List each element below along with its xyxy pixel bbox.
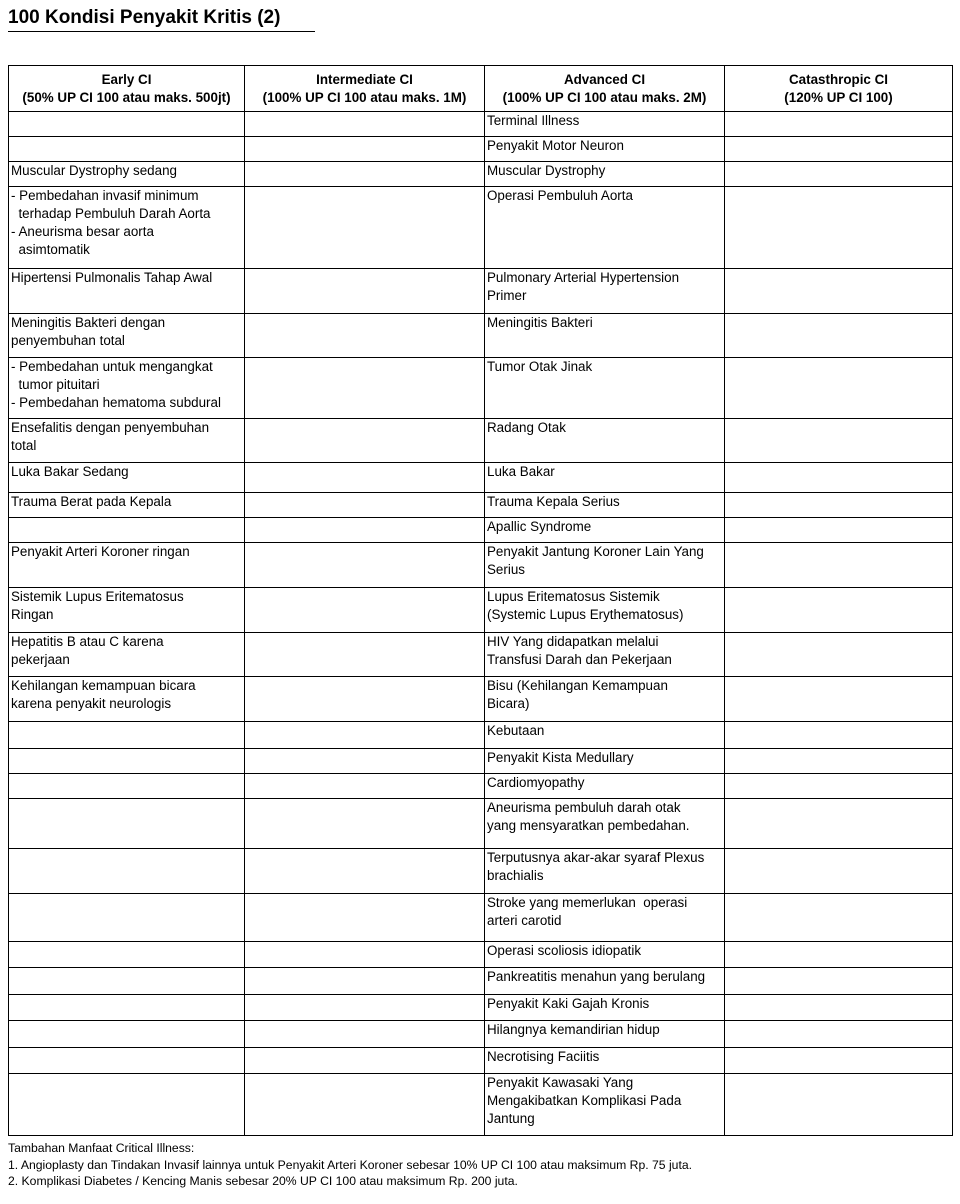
cell-catastrophic-ci	[725, 1048, 953, 1074]
cell-early-ci	[9, 995, 245, 1021]
table-body	[9, 112, 953, 1136]
table-row	[9, 1048, 953, 1074]
cell-catastrophic-ci	[725, 162, 953, 187]
cell-advanced-ci	[485, 137, 725, 162]
cell-early-ci	[9, 968, 245, 995]
cell-text-line: Pankreatitis menahun yang berulang	[487, 969, 706, 984]
cell-early-ci	[9, 112, 245, 137]
cell-intermediate-ci	[245, 112, 485, 137]
cell-text-line: Hepatitis B atau C karena	[11, 634, 164, 649]
table-row	[9, 722, 953, 749]
cell-intermediate-ci	[245, 314, 485, 358]
cell-catastrophic-ci	[725, 849, 953, 894]
cell-text-line: Lupus Eritematosus Sistemik	[487, 589, 660, 604]
table-row	[9, 677, 953, 722]
cell-intermediate-ci	[245, 187, 485, 269]
cell-text-line: total	[11, 438, 37, 453]
cell-text-line: Operasi scoliosis idiopatik	[487, 943, 642, 958]
cell-catastrophic-ci	[725, 1074, 953, 1136]
header-subtitle: (50% UP CI 100 atau maks. 500jt)	[22, 89, 231, 105]
cell-intermediate-ci	[245, 269, 485, 314]
cell-text-line: Penyakit Kawasaki Yang	[487, 1075, 634, 1090]
cell-intermediate-ci	[245, 518, 485, 543]
table-row	[9, 894, 953, 942]
cell-text-line: Bisu (Kehilangan Kemampuan	[487, 678, 668, 693]
cell-text-line: pekerjaan	[11, 652, 70, 667]
cell-advanced-ci	[485, 419, 725, 463]
cell-advanced-ci	[485, 112, 725, 137]
cell-advanced-ci	[485, 314, 725, 358]
header-title: Early CI	[101, 71, 152, 87]
cell-text-line: Terminal Illness	[487, 113, 580, 128]
cell-early-ci	[9, 1021, 245, 1048]
table-row	[9, 1074, 953, 1136]
cell-intermediate-ci	[245, 942, 485, 968]
cell-text-line: asimtomatik	[11, 242, 90, 257]
cell-early-ci	[9, 894, 245, 942]
cell-text-line: Primer	[487, 288, 527, 303]
cell-text-line: - Pembedahan hematoma subdural	[11, 395, 221, 410]
cell-catastrophic-ci	[725, 588, 953, 633]
cell-intermediate-ci	[245, 749, 485, 774]
cell-advanced-ci	[485, 749, 725, 774]
header-intermediate-ci	[245, 66, 485, 112]
cell-text-line: Sistemik Lupus Eritematosus	[11, 589, 184, 604]
cell-early-ci	[9, 722, 245, 749]
cell-early-ci	[9, 419, 245, 463]
cell-text-line: penyembuhan total	[11, 333, 125, 348]
cell-catastrophic-ci	[725, 968, 953, 995]
cell-catastrophic-ci	[725, 137, 953, 162]
cell-catastrophic-ci	[725, 677, 953, 722]
cell-advanced-ci	[485, 162, 725, 187]
cell-text-line: - Aneurisma besar aorta	[11, 224, 154, 239]
cell-text-line: Trauma Berat pada Kepala	[11, 494, 172, 509]
table-row	[9, 187, 953, 269]
cell-catastrophic-ci	[725, 1021, 953, 1048]
cell-advanced-ci	[485, 463, 725, 493]
cell-early-ci	[9, 358, 245, 419]
cell-early-ci	[9, 269, 245, 314]
page-title: 100 Kondisi Penyakit Kritis (2)	[8, 7, 281, 28]
cell-intermediate-ci	[245, 162, 485, 187]
table-row	[9, 493, 953, 518]
cell-text-line: Stroke yang memerlukan operasi	[487, 895, 688, 910]
cell-intermediate-ci	[245, 894, 485, 942]
header-subtitle: (100% UP CI 100 atau maks. 1M)	[262, 89, 467, 105]
cell-advanced-ci	[485, 187, 725, 269]
cell-intermediate-ci	[245, 968, 485, 995]
table-row	[9, 1021, 953, 1048]
cell-text-line: Cardiomyopathy	[487, 775, 585, 790]
header-early-ci	[9, 66, 245, 112]
cell-catastrophic-ci	[725, 314, 953, 358]
cell-catastrophic-ci	[725, 995, 953, 1021]
cell-advanced-ci	[485, 894, 725, 942]
cell-advanced-ci	[485, 518, 725, 543]
table-row	[9, 774, 953, 799]
cell-text-line: Ensefalitis dengan penyembuhan	[11, 420, 210, 435]
cell-early-ci	[9, 1074, 245, 1136]
cell-early-ci	[9, 849, 245, 894]
cell-advanced-ci	[485, 493, 725, 518]
cell-intermediate-ci	[245, 995, 485, 1021]
cell-text-line: Muscular Dystrophy sedang	[11, 163, 177, 178]
cell-text-line: Penyakit Jantung Koroner Lain Yang	[487, 544, 704, 559]
cell-text-line: Transfusi Darah dan Pekerjaan	[487, 652, 672, 667]
cell-advanced-ci	[485, 942, 725, 968]
cell-early-ci	[9, 162, 245, 187]
cell-text-line: Pulmonary Arterial Hypertension	[487, 270, 680, 285]
cell-intermediate-ci	[245, 633, 485, 677]
table-row	[9, 112, 953, 137]
note-item: 1. Angioplasty dan Tindakan Invasif lainnya untuk Penyakit Arteri Koroner sebesar 10% UP CI 100 atau maksimum Rp. 75 juta.	[8, 1157, 693, 1172]
cell-catastrophic-ci	[725, 269, 953, 314]
cell-text-line: Penyakit Kista Medullary	[487, 750, 634, 765]
header-subtitle: (120% UP CI 100)	[784, 89, 893, 105]
cell-advanced-ci	[485, 1074, 725, 1136]
cell-intermediate-ci	[245, 849, 485, 894]
header-subtitle: (100% UP CI 100 atau maks. 2M)	[502, 89, 707, 105]
header-row	[9, 66, 953, 112]
cell-text-line: Muscular Dystrophy	[487, 163, 606, 178]
header-catastrophic-ci	[725, 66, 953, 112]
cell-text-line: Trauma Kepala Serius	[487, 494, 620, 509]
cell-text-line: Kehilangan kemampuan bicara	[11, 678, 196, 693]
table-row	[9, 849, 953, 894]
cell-early-ci	[9, 677, 245, 722]
table-row	[9, 419, 953, 463]
cell-early-ci	[9, 749, 245, 774]
table-row	[9, 995, 953, 1021]
cell-text-line: karena penyakit neurologis	[11, 696, 172, 711]
cell-text-line: Penyakit Kaki Gajah Kronis	[487, 996, 650, 1011]
cell-intermediate-ci	[245, 493, 485, 518]
cell-text-line: terhadap Pembuluh Darah Aorta	[11, 206, 211, 221]
cell-advanced-ci	[485, 269, 725, 314]
table-row	[9, 968, 953, 995]
cell-text-line: (Systemic Lupus Erythematosus)	[487, 607, 684, 622]
cell-catastrophic-ci	[725, 543, 953, 588]
cell-text-line: Luka Bakar	[487, 464, 555, 479]
cell-text-line: Jantung	[487, 1111, 535, 1126]
table-row	[9, 463, 953, 493]
cell-intermediate-ci	[245, 588, 485, 633]
cell-early-ci	[9, 942, 245, 968]
cell-catastrophic-ci	[725, 419, 953, 463]
table-row	[9, 633, 953, 677]
cell-text-line: Bicara)	[487, 696, 530, 711]
cell-catastrophic-ci	[725, 799, 953, 849]
table-row	[9, 269, 953, 314]
cell-intermediate-ci	[245, 463, 485, 493]
cell-advanced-ci	[485, 799, 725, 849]
cell-intermediate-ci	[245, 543, 485, 588]
cell-text-line: Operasi Pembuluh Aorta	[487, 188, 633, 203]
cell-early-ci	[9, 493, 245, 518]
cell-text-line: Tumor Otak Jinak	[487, 359, 593, 374]
notes-heading: Tambahan Manfaat Critical Illness:	[8, 1141, 195, 1155]
header-title: Catasthropic CI	[789, 71, 888, 87]
cell-text-line: Radang Otak	[487, 420, 566, 435]
cell-early-ci	[9, 314, 245, 358]
cell-intermediate-ci	[245, 1021, 485, 1048]
cell-catastrophic-ci	[725, 633, 953, 677]
cell-early-ci	[9, 137, 245, 162]
table-row	[9, 799, 953, 849]
cell-advanced-ci	[485, 722, 725, 749]
cell-catastrophic-ci	[725, 942, 953, 968]
cell-intermediate-ci	[245, 1048, 485, 1074]
cell-advanced-ci	[485, 968, 725, 995]
cell-text-line: Hilangnya kemandirian hidup	[487, 1022, 660, 1037]
table-row	[9, 162, 953, 187]
cell-text-line: Mengakibatkan Komplikasi Pada	[487, 1093, 682, 1108]
cell-intermediate-ci	[245, 1074, 485, 1136]
cell-text-line: HIV Yang didapatkan melalui	[487, 634, 659, 649]
cell-text-line: - Pembedahan untuk mengangkat	[11, 359, 213, 374]
cell-text-line: Penyakit Arteri Koroner ringan	[11, 544, 190, 559]
cell-text-line: Terputusnya akar-akar syaraf Plexus	[487, 850, 705, 865]
cell-text-line: Apallic Syndrome	[487, 519, 592, 534]
header-title: Advanced CI	[563, 71, 646, 87]
cell-intermediate-ci	[245, 722, 485, 749]
cell-catastrophic-ci	[725, 112, 953, 137]
cell-text-line: arteri carotid	[487, 913, 562, 928]
header-advanced-ci	[485, 66, 725, 112]
cell-advanced-ci	[485, 358, 725, 419]
cell-text-line: Meningitis Bakteri	[487, 315, 593, 330]
cell-catastrophic-ci	[725, 358, 953, 419]
cell-intermediate-ci	[245, 677, 485, 722]
header-title: Intermediate CI	[316, 71, 413, 87]
table-row	[9, 358, 953, 419]
cell-advanced-ci	[485, 849, 725, 894]
cell-early-ci	[9, 774, 245, 799]
cell-text-line: tumor pituitari	[11, 377, 100, 392]
cell-text-line: Hipertensi Pulmonalis Tahap Awal	[11, 270, 213, 285]
cell-advanced-ci	[485, 588, 725, 633]
cell-text-line: Ringan	[11, 607, 54, 622]
cell-advanced-ci	[485, 633, 725, 677]
additional-benefits-notes	[8, 1140, 692, 1190]
table-row	[9, 518, 953, 543]
cell-catastrophic-ci	[725, 187, 953, 269]
table-row	[9, 314, 953, 358]
cell-early-ci	[9, 633, 245, 677]
cell-catastrophic-ci	[725, 493, 953, 518]
title-underline	[8, 31, 315, 32]
cell-early-ci	[9, 463, 245, 493]
cell-advanced-ci	[485, 1048, 725, 1074]
cell-intermediate-ci	[245, 358, 485, 419]
cell-catastrophic-ci	[725, 722, 953, 749]
cell-catastrophic-ci	[725, 894, 953, 942]
cell-text-line: Meningitis Bakteri dengan	[11, 315, 166, 330]
cell-text-line: Kebutaan	[487, 723, 545, 738]
cell-early-ci	[9, 1048, 245, 1074]
table-row	[9, 942, 953, 968]
cell-early-ci	[9, 588, 245, 633]
cell-advanced-ci	[485, 995, 725, 1021]
cell-early-ci	[9, 187, 245, 269]
cell-catastrophic-ci	[725, 518, 953, 543]
cell-catastrophic-ci	[725, 774, 953, 799]
cell-intermediate-ci	[245, 799, 485, 849]
table-row	[9, 543, 953, 588]
cell-text-line: brachialis	[487, 868, 544, 883]
cell-catastrophic-ci	[725, 749, 953, 774]
cell-text-line: Serius	[487, 562, 525, 577]
table-row	[9, 588, 953, 633]
cell-early-ci	[9, 543, 245, 588]
cell-text-line: Luka Bakar Sedang	[11, 464, 129, 479]
cell-advanced-ci	[485, 1021, 725, 1048]
cell-text-line: - Pembedahan invasif minimum	[11, 188, 199, 203]
cell-advanced-ci	[485, 774, 725, 799]
table-row	[9, 749, 953, 774]
cell-catastrophic-ci	[725, 463, 953, 493]
cell-text-line: Necrotising Faciitis	[487, 1049, 600, 1064]
cell-intermediate-ci	[245, 774, 485, 799]
critical-illness-table	[8, 65, 953, 1136]
cell-advanced-ci	[485, 677, 725, 722]
cell-early-ci	[9, 799, 245, 849]
table-row	[9, 137, 953, 162]
cell-early-ci	[9, 518, 245, 543]
cell-advanced-ci	[485, 543, 725, 588]
cell-text-line: Penyakit Motor Neuron	[487, 138, 624, 153]
note-item: 2. Komplikasi Diabetes / Kencing Manis sebesar 20% UP CI 100 atau maksimum Rp. 200 juta.	[8, 1174, 518, 1188]
cell-intermediate-ci	[245, 137, 485, 162]
cell-text-line: Aneurisma pembuluh darah otak	[487, 800, 681, 815]
cell-text-line: yang mensyaratkan pembedahan.	[487, 818, 690, 833]
cell-intermediate-ci	[245, 419, 485, 463]
